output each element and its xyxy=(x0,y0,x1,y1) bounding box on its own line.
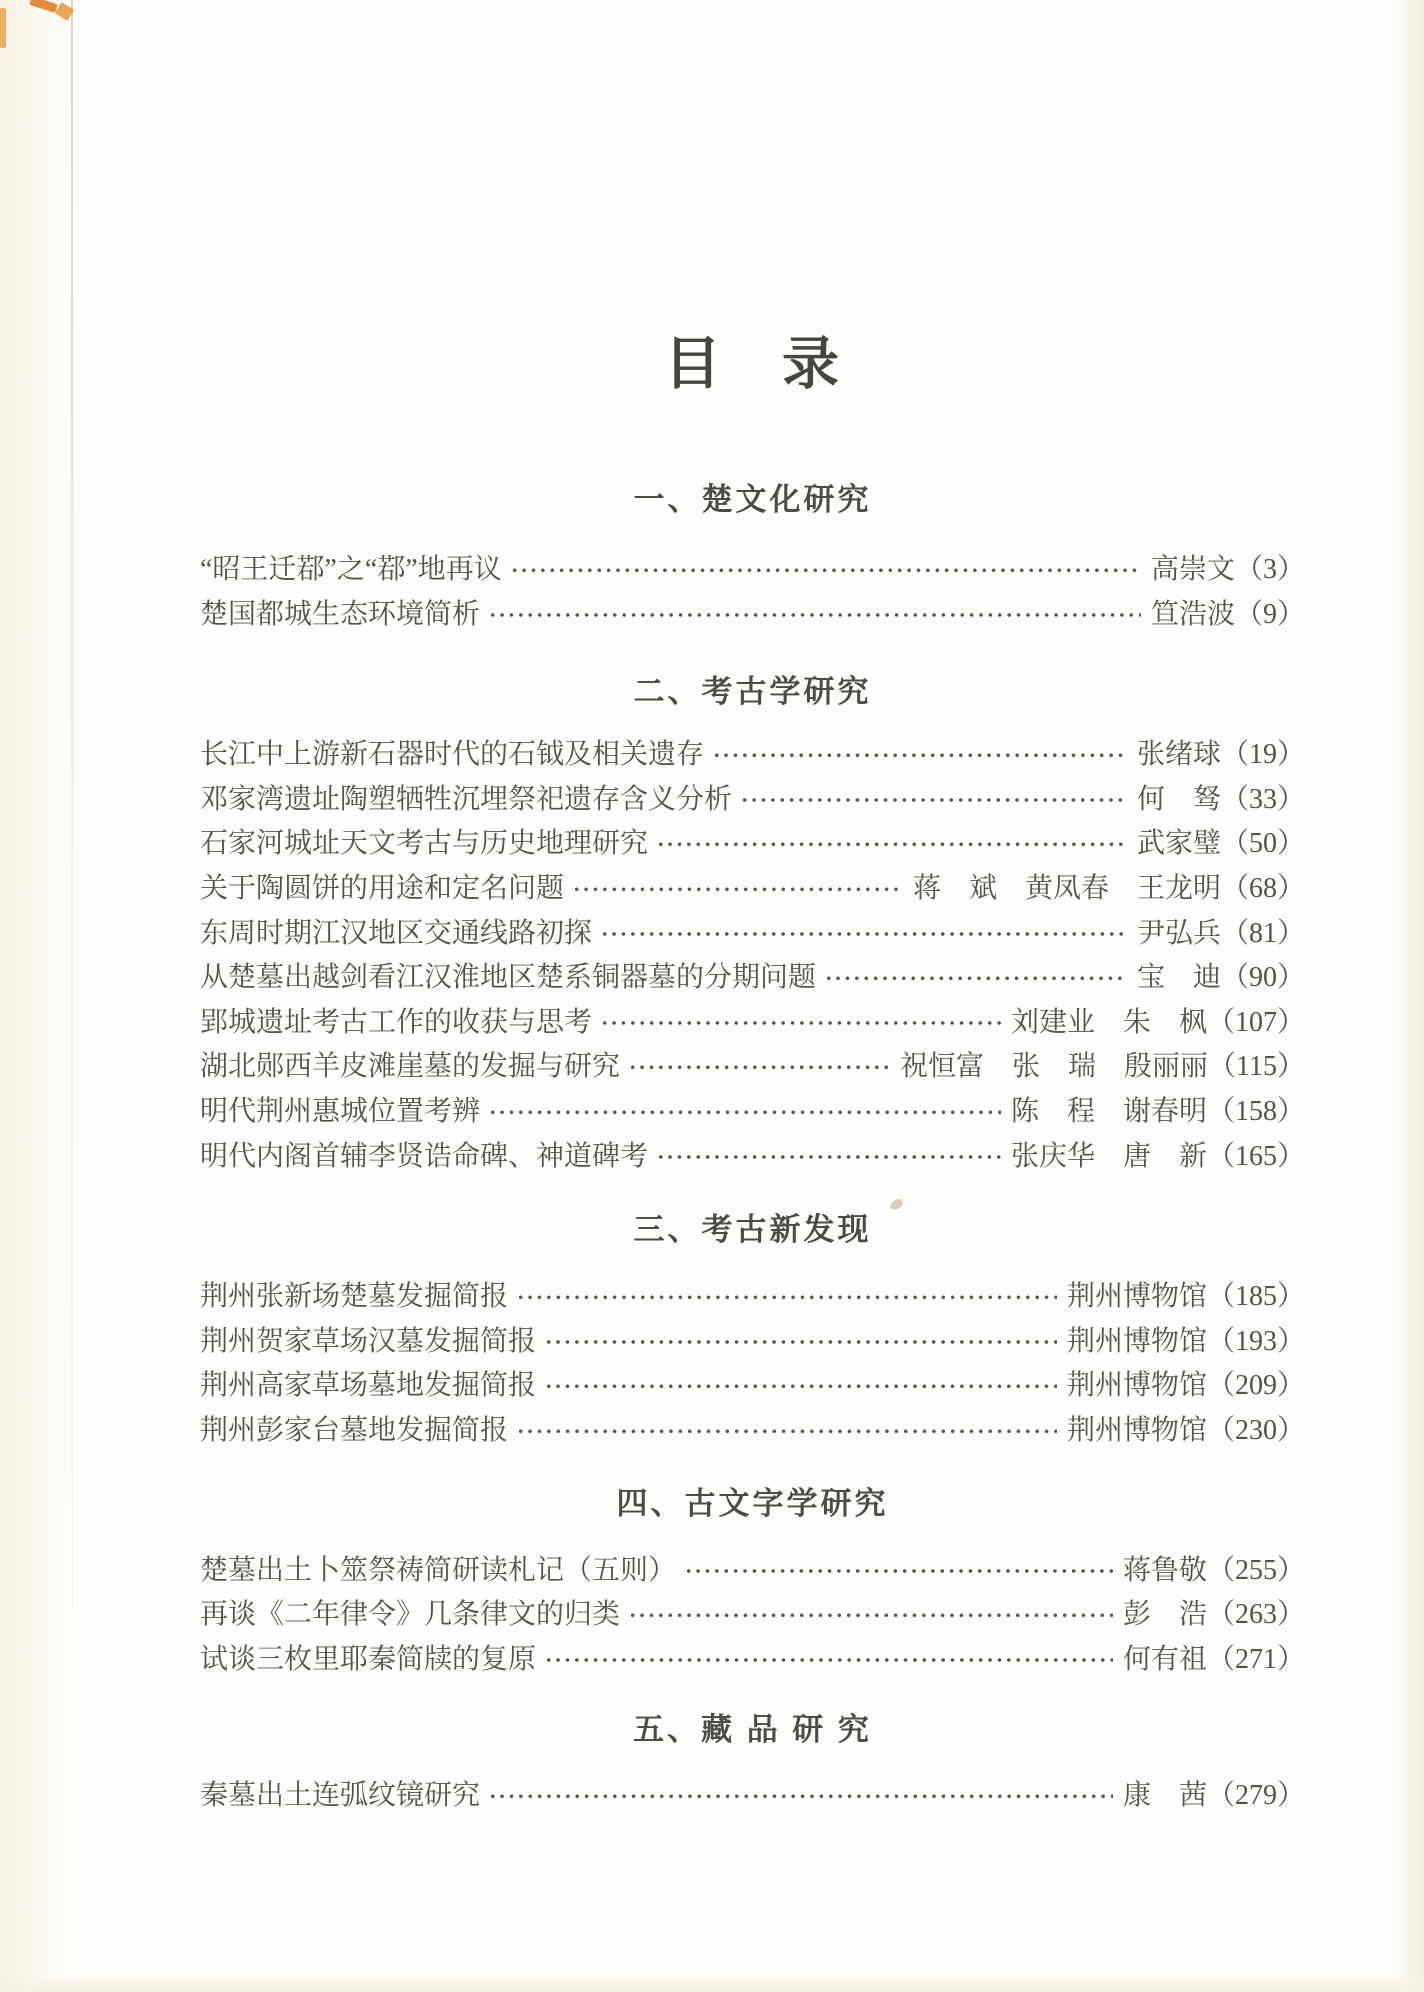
toc-entry xyxy=(200,1409,1305,1454)
entry-title: 从楚墓出越剑看江汉淮地区楚系铜器墓的分期问题 xyxy=(200,962,817,994)
dotted-leader xyxy=(656,822,1127,867)
entry-authors: 刘建业 朱 枫 xyxy=(1010,1006,1207,1038)
entry-authors: 祝恒富 张 瑞 殷丽丽 xyxy=(900,1051,1209,1083)
entry-authors: 彭 浩 xyxy=(1122,1599,1207,1631)
entry-page-number: （19） xyxy=(1220,739,1305,771)
dotted-leader xyxy=(488,593,1141,638)
dotted-leader xyxy=(572,867,903,912)
entry-page-number: （193） xyxy=(1206,1325,1305,1357)
entry-title: 湖北郧西羊皮滩崖墓的发掘与研究 xyxy=(200,1051,621,1083)
toc-entry xyxy=(200,778,1305,823)
dotted-leader xyxy=(516,1409,1057,1454)
toc-entry xyxy=(200,956,1305,1001)
scan-artifact-orange-mark xyxy=(29,0,57,13)
toc-entry xyxy=(200,1045,1305,1090)
dotted-leader xyxy=(544,1320,1057,1365)
entry-page-number: （185） xyxy=(1206,1281,1305,1313)
entry-page-number: （279） xyxy=(1206,1780,1305,1812)
entry-title: 长江中上游新石器时代的石钺及相关遗存 xyxy=(200,739,705,771)
dotted-leader xyxy=(628,1045,890,1090)
page-binding-crease xyxy=(71,0,73,1992)
section-heading-5: 五、藏 品 研 究 xyxy=(633,1712,872,1748)
dotted-leader xyxy=(516,1275,1057,1320)
entry-page-number: （33） xyxy=(1220,783,1305,815)
dotted-leader xyxy=(488,1090,1001,1135)
entry-title: 郢城遗址考古工作的收获与思考 xyxy=(200,1006,593,1038)
entry-title: 关于陶圆饼的用途和定名问题 xyxy=(200,872,565,904)
toc-entry xyxy=(200,822,1305,867)
toc-entry xyxy=(200,1549,1305,1594)
dotted-leader xyxy=(544,1638,1113,1683)
entry-authors: 张庆华 唐 新 xyxy=(1010,1140,1207,1172)
entry-authors: 康 茜 xyxy=(1122,1780,1207,1812)
dotted-leader xyxy=(712,733,1127,778)
entry-authors: 高崇文 xyxy=(1150,554,1235,585)
entry-authors: 荆州博物馆 xyxy=(1066,1414,1207,1446)
dotted-leader xyxy=(544,1364,1057,1409)
scan-artifact-orange-mark xyxy=(55,2,75,21)
entry-title: 再谈《二年律令》几条律文的归类 xyxy=(200,1599,621,1631)
dotted-leader xyxy=(628,1593,1113,1638)
toc-entry xyxy=(200,1001,1305,1046)
page-left-edge-shading xyxy=(0,0,72,1992)
entry-page-number: （165） xyxy=(1206,1140,1305,1172)
entry-page-number: （230） xyxy=(1206,1414,1305,1446)
entry-authors: 尹弘兵 xyxy=(1136,917,1221,949)
entry-page-number: （263） xyxy=(1206,1599,1305,1631)
dotted-leader xyxy=(600,912,1127,957)
entry-title: 秦墓出土连弧纹镜研究 xyxy=(200,1780,481,1812)
dotted-leader xyxy=(510,548,1141,593)
entry-page-number: （255） xyxy=(1206,1554,1305,1586)
dotted-leader xyxy=(656,1135,1001,1180)
section-heading-2: 二、考古学研究 xyxy=(633,674,872,710)
entry-authors: 荆州博物馆 xyxy=(1066,1370,1207,1402)
entry-page-number: （68） xyxy=(1220,872,1305,904)
entry-authors: 武家璧 xyxy=(1136,828,1221,860)
dotted-leader xyxy=(600,1001,1001,1046)
entry-authors: 荆州博物馆 xyxy=(1066,1325,1207,1357)
entry-title: 东周时期江汉地区交通线路初探 xyxy=(200,917,593,949)
section-entries-4 xyxy=(200,1549,1305,1683)
entry-authors: 荆州博物馆 xyxy=(1066,1281,1207,1313)
entry-title: 楚国都城生态环境简析 xyxy=(200,598,481,630)
entry-page-number: （271） xyxy=(1206,1643,1305,1675)
section-entries-3 xyxy=(200,1275,1305,1453)
entry-authors: 张绪球 xyxy=(1136,739,1221,771)
section-entries-1 xyxy=(200,548,1305,637)
entry-title: 荆州高家草场墓地发掘简报 xyxy=(200,1370,537,1402)
entry-title: 试谈三枚里耶秦简牍的复原 xyxy=(200,1643,537,1675)
entry-authors: 何 驽 xyxy=(1136,783,1221,815)
toc-entry xyxy=(200,1090,1305,1135)
entry-page-number: （81） xyxy=(1220,917,1305,949)
toc-entry xyxy=(200,593,1305,638)
section-heading-1: 一、楚文化研究 xyxy=(633,482,872,517)
toc-entry xyxy=(200,1593,1305,1638)
toc-entry xyxy=(200,1364,1305,1409)
entry-title: 邓家湾遗址陶塑牺牲沉埋祭祀遗存含义分析 xyxy=(200,783,733,815)
entry-title: 荆州贺家草场汉墓发掘简报 xyxy=(200,1325,537,1357)
toc-entry xyxy=(200,1135,1305,1180)
toc-entry xyxy=(200,1275,1305,1320)
entry-title: 明代内阁首辅李贤诰命碑、神道碑考 xyxy=(200,1140,649,1172)
dotted-leader xyxy=(740,778,1127,823)
dotted-leader xyxy=(488,1774,1113,1819)
entry-page-number: （90） xyxy=(1220,962,1305,994)
toc-entry xyxy=(200,867,1305,912)
entry-authors: 笪浩波 xyxy=(1150,598,1235,630)
scan-artifact-orange-mark xyxy=(0,8,6,48)
dotted-leader xyxy=(824,956,1127,1001)
toc-entry xyxy=(200,733,1305,778)
entry-page-number: （209） xyxy=(1206,1370,1305,1402)
entry-authors: 蒋鲁敬 xyxy=(1122,1554,1207,1586)
entry-authors: 宝 迪 xyxy=(1136,962,1221,994)
entry-page-number: （115） xyxy=(1208,1051,1305,1083)
entry-title: 楚墓出土卜筮祭祷简研读札记（五则） xyxy=(200,1554,677,1586)
entry-page-number: （9） xyxy=(1234,598,1305,630)
section-heading-4: 四、古文字学研究 xyxy=(616,1485,889,1521)
entry-title: 石家河城址天文考古与历史地理研究 xyxy=(200,828,649,860)
entry-page-number: （50） xyxy=(1220,828,1305,860)
toc-entry xyxy=(200,1638,1305,1683)
toc-entry xyxy=(200,1320,1305,1365)
entry-authors: 陈 程 谢春明 xyxy=(1010,1095,1207,1127)
dotted-leader xyxy=(684,1549,1113,1594)
section-entries-5 xyxy=(200,1774,1305,1819)
toc-content xyxy=(200,0,1305,1819)
entry-page-number: （158） xyxy=(1206,1095,1305,1127)
entry-title: 荆州彭家台墓地发掘简报 xyxy=(200,1414,509,1446)
toc-entry xyxy=(200,548,1305,593)
page-bottom-edge-shading xyxy=(0,1974,1424,1992)
entry-title: 荆州张新场楚墓发掘简报 xyxy=(200,1281,509,1313)
page-title: 目 录 xyxy=(664,333,841,396)
entry-title: 明代荆州惠城位置考辨 xyxy=(200,1095,481,1127)
section-heading-3: 三、考古新发现 xyxy=(633,1212,872,1248)
toc-entry xyxy=(200,1774,1305,1819)
page-right-edge-shading xyxy=(1390,0,1424,1992)
entry-title: “昭王迁鄀”之“鄀”地再议 xyxy=(200,554,502,585)
section-entries-2 xyxy=(200,733,1305,1179)
entry-page-number: （3） xyxy=(1234,554,1305,585)
entry-authors: 蒋 斌 黄凤春 王龙明 xyxy=(912,872,1221,904)
toc-entry xyxy=(200,912,1305,957)
entry-authors: 何有祖 xyxy=(1122,1643,1207,1675)
entry-page-number: （107） xyxy=(1206,1006,1305,1038)
